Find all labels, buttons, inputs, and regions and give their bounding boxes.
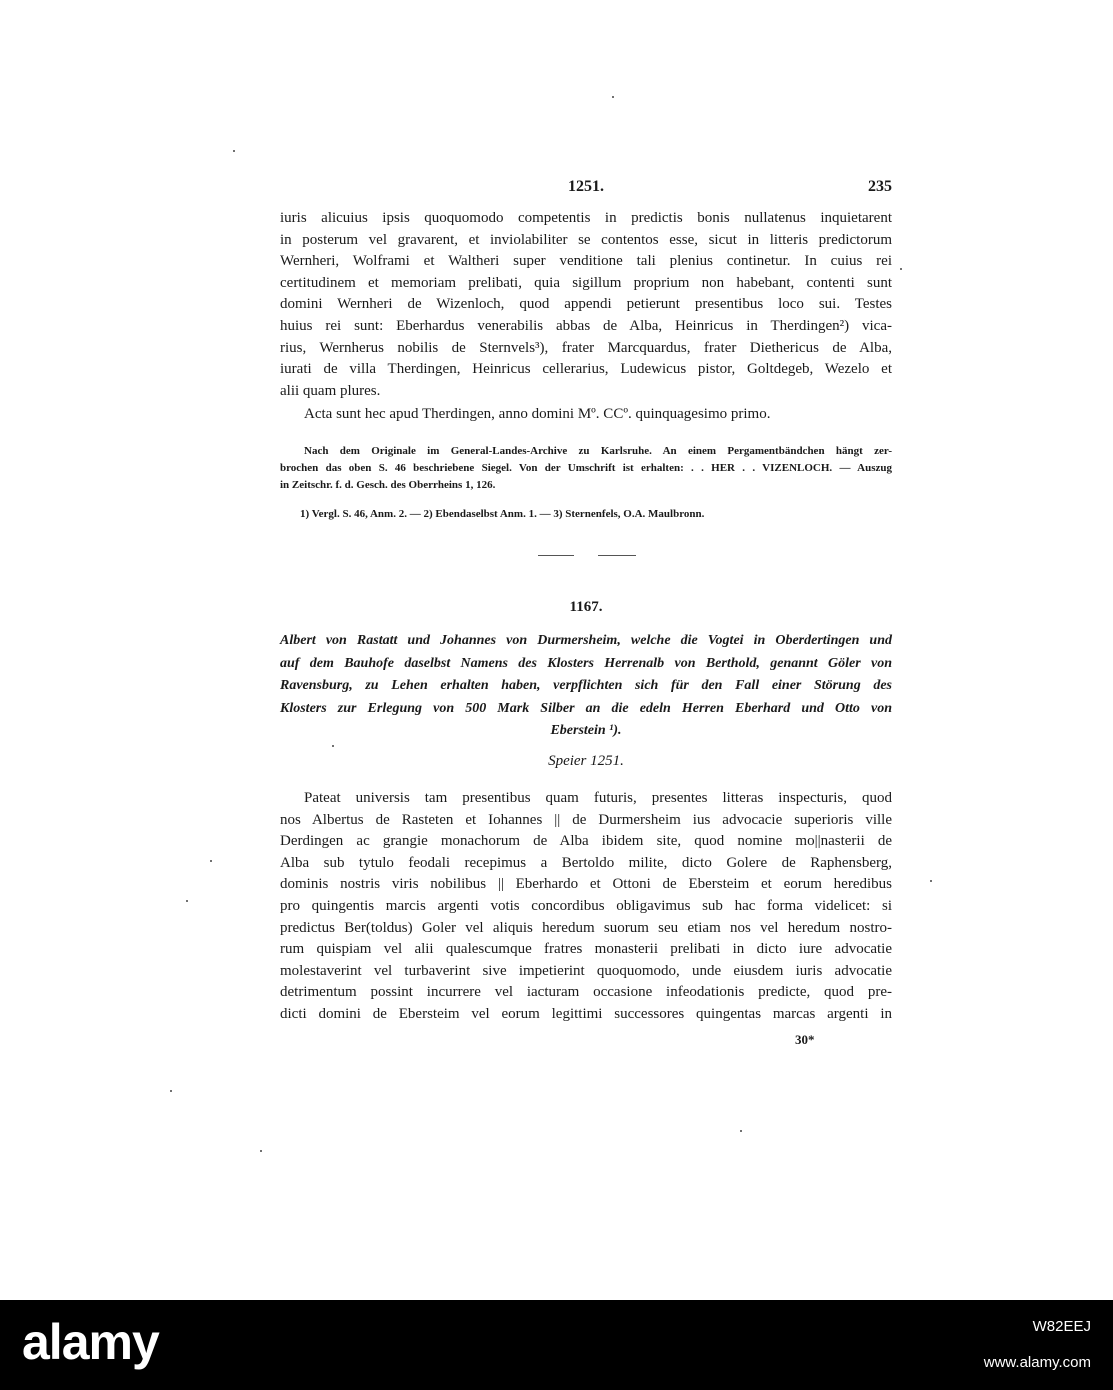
text-line: Wernheri, Wolframi et Waltheri super venditione tali plenius continetur. In cuius rei <box>280 253 892 270</box>
text-line: Derdingen ac grangie monachorum de Alba ibidem site, quod nomine mo||nasterii de <box>280 833 892 850</box>
acta-line: Acta sunt hec apud Therdingen, anno domini Mº. CCº. quinquagesimo primo. <box>304 406 771 423</box>
regest-line: Ravensburg, zu Lehen erhalten haben, verpflichten sich für den Fall einer Störung des <box>280 678 892 693</box>
scan-speck <box>740 1130 742 1132</box>
regest-line: auf dem Bauhofe daselbst Namens des Klosters Herrenalb von Berthold, genannt Göler von <box>280 655 892 671</box>
watermark-footer <box>0 1300 1113 1390</box>
text-line: dominis nostris viris nobilibus || Eberhardo et Ottoni de Ebersteim et eorum heredibus <box>280 876 892 893</box>
scan-speck <box>900 268 902 270</box>
alamy-logo: alamy <box>22 1314 159 1370</box>
header-year: 1251. <box>568 178 604 195</box>
scan-speck <box>260 1150 262 1152</box>
scan-speck <box>186 900 188 902</box>
text-line: dicti domini de Ebersteim vel eorum legittimi successores quingentas marcas argenti in <box>280 1005 892 1022</box>
signature-mark: 30* <box>795 1032 815 1047</box>
note-line: Nach dem Originale im General-Landes-Archive zu Karlsruhe. An einem Pergamentbändchen hängt zer- <box>304 445 892 457</box>
regest-line: Eberstein ¹). <box>550 723 622 738</box>
text-line: molestaverint vel turbaverint sive impetierint quoquomodo, unde eiusdem iuris advocatie <box>280 962 892 979</box>
text-line: nos Albertus de Rasteten et Iohannes || de Durmersheim ius advocacie superioris ville <box>280 811 892 828</box>
text-line: iurati de villa Therdingen, Heinricus cellerarius, Ludewicus pistor, Goltdegeb, Wezelo et <box>280 361 892 378</box>
text-line: in posterum vel gravarent, et inviolabiliter se contentos esse, sicut in litteris predictorum <box>280 231 892 248</box>
scan-speck <box>233 150 235 152</box>
footnotes <box>280 508 892 520</box>
running-header <box>280 178 892 202</box>
footnote-line: 1) Vergl. S. 46, Anm. 2. — 2) Ebendaselbst Anm. 1. — 3) Sternenfels, O.A. Maulbronn. <box>300 508 705 520</box>
scan-speck <box>170 1090 172 1092</box>
text-line: domini Wernheri de Wizenloch, quod appendi petierunt presentibus loco sui. Testes <box>280 296 892 313</box>
continuation-text <box>280 208 892 426</box>
page-number: 235 <box>868 178 892 195</box>
text-line: rius, Wernherus nobilis de Sternvels³), frater Marcquardus, frater Diethericus de Alba, <box>280 339 892 356</box>
text-line: certitudinem et memoriam prelibati, quia sigillum proprium non habebant, contenti sunt <box>280 274 892 291</box>
source-note <box>280 443 892 494</box>
scan-speck <box>210 860 212 862</box>
separator-rule <box>538 555 574 556</box>
footer-url: www.alamy.com <box>983 1354 1091 1371</box>
charter-body <box>280 788 892 1026</box>
scan-speck <box>930 880 932 882</box>
text-line: iuris alicuius ipsis quoquomodo competentis in predictis bonis nullatenus inquietarent <box>280 210 892 226</box>
scan-speck <box>332 745 334 747</box>
regest <box>280 630 892 743</box>
regest-line: Albert von Rastatt und Johannes von Durmersheim, welche die Vogtei in Oberdertingen und <box>280 633 892 648</box>
scan-speck <box>612 96 614 98</box>
text-line: alii quam plures. <box>280 382 381 399</box>
text-line: Alba sub tytulo feodali recepimus a Bertoldo milite, dicto Golere de Raphensberg, <box>280 854 892 871</box>
text-line: rum quispiam vel alii qualescumque fratres monasterii prelibati in dicto iure advocatie <box>280 941 892 958</box>
text-line: Pateat universis tam presentibus quam futuris, presentes litteras inspecturis, quod <box>304 790 892 806</box>
text-line: huius rei sunt: Eberhardus venerabilis abbas de Alba, Heinricus in Therdingen²) vica- <box>280 317 892 334</box>
note-line: brochen das oben S. 46 beschriebene Siegel. Von der Umschrift ist erhalten: . . HER . . VIZENLOCH. — Auszug <box>280 462 892 474</box>
place-date: Speier 1251. <box>548 753 624 769</box>
text-line: pro quingentis marcis argenti votis concordibus obligavimus sub hac forma videlicet: si <box>280 897 892 914</box>
document-number: 1167. <box>569 599 603 615</box>
text-line: detrimentum possint incurrere vel iacturam occasione infeodationis predicte, quod pre- <box>280 984 892 1001</box>
image-id: W82EEJ <box>1032 1318 1091 1335</box>
regest-line: Klosters zur Erlegung von 500 Mark Silber an die edeln Herren Eberhard und Otto von <box>280 700 892 716</box>
note-line: in Zeitschr. f. d. Gesch. des Oberrheins 1, 126. <box>280 479 496 491</box>
text-line: predictus Ber(toldus) Goler vel aliquis heredum suorum seu etiam nos vel heredum nostro- <box>280 919 892 936</box>
separator-rule <box>598 555 636 556</box>
